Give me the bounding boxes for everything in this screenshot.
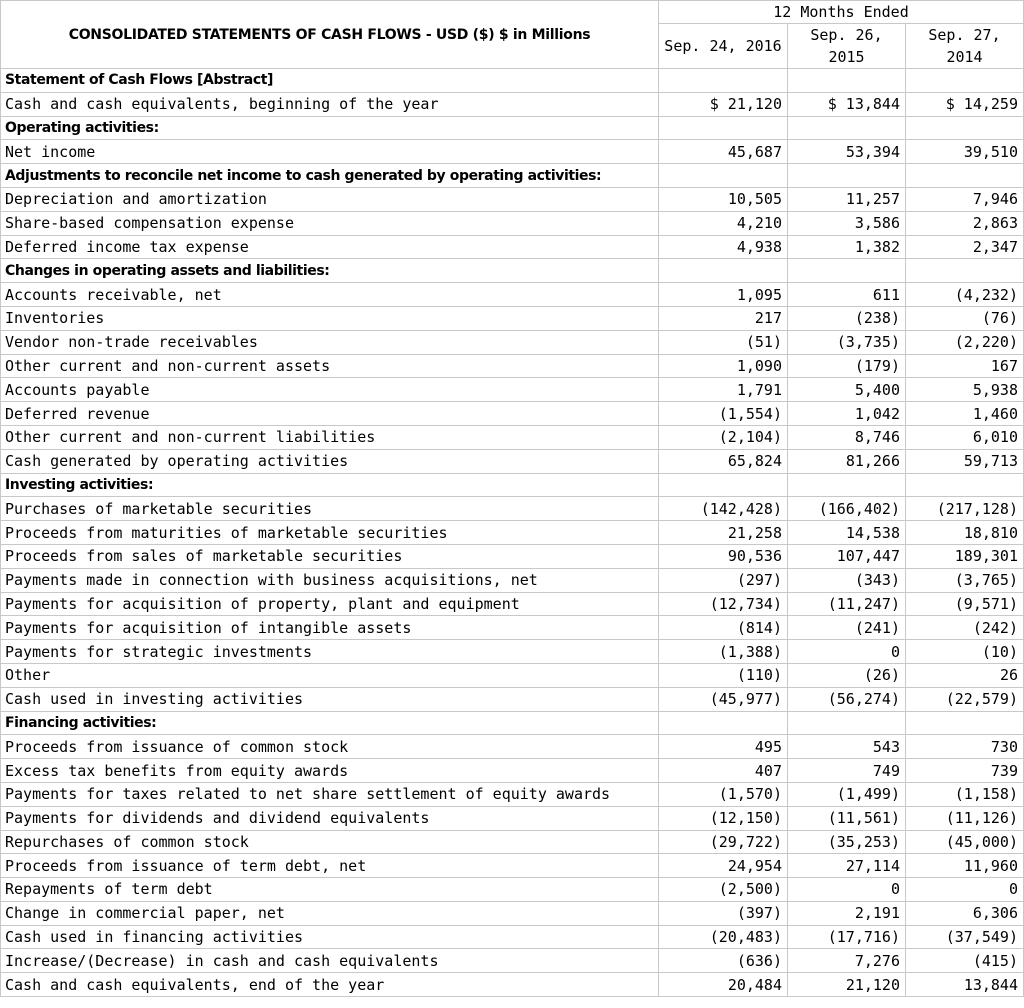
value-cell: (29,722) [659,830,788,854]
table-row [1,782,1024,806]
value-cell [659,164,788,188]
table-row [1,806,1024,830]
value-cell: (110) [659,663,788,687]
table-row [1,402,1024,426]
table-row [1,140,1024,164]
value-cell: (142,428) [659,497,788,521]
row-label: Payments for taxes related to net share settlement of equity awards [1,782,659,806]
table-row [1,901,1024,925]
value-cell: (2,500) [659,878,788,902]
value-cell: 7,276 [788,949,906,973]
table-row [1,235,1024,259]
value-cell: (9,571) [906,592,1024,616]
value-cell: 749 [788,759,906,783]
value-cell: (11,561) [788,806,906,830]
value-cell: 2,347 [906,235,1024,259]
value-cell: (242) [906,616,1024,640]
value-cell: 21,120 [788,973,906,997]
value-cell: (17,716) [788,925,906,949]
section-label: Adjustments to reconcile net income to cash generated by operating activities: [1,164,659,188]
table-row [1,378,1024,402]
section-label: Changes in operating assets and liabilities: [1,259,659,283]
value-cell [659,259,788,283]
column-header-2016: Sep. 24, 2016 [659,24,788,69]
section-label: Operating activities: [1,116,659,140]
value-cell: (37,549) [906,925,1024,949]
value-cell: (26) [788,663,906,687]
value-cell: (11,126) [906,806,1024,830]
table-row [1,735,1024,759]
value-cell: (1,158) [906,782,1024,806]
row-label: Accounts payable [1,378,659,402]
row-label: Proceeds from maturities of marketable securities [1,521,659,545]
section-header-row [1,711,1024,735]
value-cell: 739 [906,759,1024,783]
table-row [1,973,1024,997]
value-cell: (22,579) [906,687,1024,711]
row-label: Other current and non-current assets [1,354,659,378]
value-cell [788,259,906,283]
value-cell: (35,253) [788,830,906,854]
value-cell: 543 [788,735,906,759]
value-cell [906,473,1024,497]
row-label: Depreciation and amortization [1,187,659,211]
table-title: CONSOLIDATED STATEMENTS OF CASH FLOWS - USD ($) $ in Millions [1,1,659,69]
value-cell: 1,791 [659,378,788,402]
value-cell: 0 [788,878,906,902]
value-cell: 45,687 [659,140,788,164]
value-cell: 4,938 [659,235,788,259]
table-row [1,878,1024,902]
value-cell: $ 13,844 [788,92,906,116]
value-cell [659,473,788,497]
value-cell: 6,306 [906,901,1024,925]
row-label: Deferred income tax expense [1,235,659,259]
section-header-row [1,164,1024,188]
period-group-header: 12 Months Ended [659,1,1024,24]
table-row [1,544,1024,568]
section-label: Statement of Cash Flows [Abstract] [1,69,659,93]
value-cell: 11,960 [906,854,1024,878]
row-label: Purchases of marketable securities [1,497,659,521]
value-cell: 10,505 [659,187,788,211]
value-cell: (238) [788,306,906,330]
value-cell: 59,713 [906,449,1024,473]
row-label: Payments for acquisition of intangible assets [1,616,659,640]
table-row [1,425,1024,449]
value-cell: 189,301 [906,544,1024,568]
table-row [1,211,1024,235]
row-label: Excess tax benefits from equity awards [1,759,659,783]
value-cell: (636) [659,949,788,973]
value-cell: 7,946 [906,187,1024,211]
section-label: Investing activities: [1,473,659,497]
value-cell: 217 [659,306,788,330]
row-label: Cash generated by operating activities [1,449,659,473]
value-cell: 167 [906,354,1024,378]
row-label: Increase/(Decrease) in cash and cash equivalents [1,949,659,973]
table-row [1,687,1024,711]
value-cell [906,116,1024,140]
value-cell: (20,483) [659,925,788,949]
value-cell: (45,977) [659,687,788,711]
row-label: Payments for strategic investments [1,640,659,664]
value-cell: (56,274) [788,687,906,711]
value-cell: 18,810 [906,521,1024,545]
table-row [1,497,1024,521]
table-row [1,640,1024,664]
value-cell: 14,538 [788,521,906,545]
table-row [1,354,1024,378]
value-cell: (76) [906,306,1024,330]
row-label: Share-based compensation expense [1,211,659,235]
section-header-row [1,116,1024,140]
value-cell: 21,258 [659,521,788,545]
value-cell: 2,191 [788,901,906,925]
value-cell: 5,400 [788,378,906,402]
value-cell: 24,954 [659,854,788,878]
value-cell: (51) [659,330,788,354]
table-row [1,521,1024,545]
value-cell: (12,150) [659,806,788,830]
value-cell: 53,394 [788,140,906,164]
value-cell [788,473,906,497]
value-cell: (297) [659,568,788,592]
value-cell: (343) [788,568,906,592]
value-cell [788,711,906,735]
row-label: Net income [1,140,659,164]
value-cell: (12,734) [659,592,788,616]
table-row [1,187,1024,211]
value-cell: (3,735) [788,330,906,354]
row-label: Cash and cash equivalents, beginning of the year [1,92,659,116]
value-cell: (45,000) [906,830,1024,854]
value-cell: (2,220) [906,330,1024,354]
section-label: Financing activities: [1,711,659,735]
value-cell [788,164,906,188]
table-row [1,306,1024,330]
value-cell: 0 [906,878,1024,902]
value-cell: $ 14,259 [906,92,1024,116]
table-row [1,568,1024,592]
value-cell: 1,090 [659,354,788,378]
value-cell: 39,510 [906,140,1024,164]
value-cell: (1,554) [659,402,788,426]
row-label: Repayments of term debt [1,878,659,902]
column-header-2015: Sep. 26, 2015 [788,24,906,69]
value-cell: (3,765) [906,568,1024,592]
row-label: Cash used in financing activities [1,925,659,949]
value-cell: (217,128) [906,497,1024,521]
value-cell: 6,010 [906,425,1024,449]
table-row [1,330,1024,354]
value-cell: 5,938 [906,378,1024,402]
value-cell: 1,042 [788,402,906,426]
value-cell: 730 [906,735,1024,759]
value-cell: 0 [788,640,906,664]
row-label: Other [1,663,659,687]
value-cell: (4,232) [906,283,1024,307]
value-cell [906,259,1024,283]
row-label: Inventories [1,306,659,330]
value-cell [906,711,1024,735]
table-row [1,283,1024,307]
value-cell: 611 [788,283,906,307]
value-cell [906,164,1024,188]
row-label: Proceeds from issuance of common stock [1,735,659,759]
value-cell: 11,257 [788,187,906,211]
row-label: Repurchases of common stock [1,830,659,854]
value-cell [788,116,906,140]
value-cell [788,69,906,93]
value-cell: 1,095 [659,283,788,307]
value-cell: 90,536 [659,544,788,568]
table-row [1,616,1024,640]
value-cell: (397) [659,901,788,925]
row-label: Deferred revenue [1,402,659,426]
value-cell: (11,247) [788,592,906,616]
value-cell: 4,210 [659,211,788,235]
value-cell: 81,266 [788,449,906,473]
section-header-row [1,69,1024,93]
table-body [1,69,1024,997]
table-row [1,854,1024,878]
value-cell: (814) [659,616,788,640]
value-cell [659,116,788,140]
table-row [1,925,1024,949]
value-cell: (179) [788,354,906,378]
value-cell: 1,382 [788,235,906,259]
row-label: Proceeds from issuance of term debt, net [1,854,659,878]
value-cell: (2,104) [659,425,788,449]
row-label: Vendor non-trade receivables [1,330,659,354]
value-cell [906,69,1024,93]
value-cell [659,69,788,93]
value-cell: 20,484 [659,973,788,997]
value-cell: (415) [906,949,1024,973]
row-label: Other current and non-current liabilities [1,425,659,449]
row-label: Accounts receivable, net [1,283,659,307]
value-cell: (1,570) [659,782,788,806]
value-cell: (241) [788,616,906,640]
table-row [1,663,1024,687]
row-label: Change in commercial paper, net [1,901,659,925]
value-cell: 26 [906,663,1024,687]
table-row [1,449,1024,473]
row-label: Cash and cash equivalents, end of the year [1,973,659,997]
table-row [1,949,1024,973]
value-cell: 1,460 [906,402,1024,426]
value-cell: 65,824 [659,449,788,473]
row-label: Cash used in investing activities [1,687,659,711]
value-cell: (1,499) [788,782,906,806]
section-header-row [1,473,1024,497]
row-label: Payments made in connection with business acquisitions, net [1,568,659,592]
section-header-row [1,259,1024,283]
row-label: Payments for acquisition of property, plant and equipment [1,592,659,616]
value-cell: (166,402) [788,497,906,521]
column-header-2014: Sep. 27, 2014 [906,24,1024,69]
value-cell: (10) [906,640,1024,664]
value-cell: 13,844 [906,973,1024,997]
value-cell: 8,746 [788,425,906,449]
value-cell: 407 [659,759,788,783]
value-cell: 495 [659,735,788,759]
value-cell [659,711,788,735]
value-cell: $ 21,120 [659,92,788,116]
table-row [1,830,1024,854]
table-row [1,92,1024,116]
value-cell: 107,447 [788,544,906,568]
table-header [1,1,1024,69]
value-cell: (1,388) [659,640,788,664]
value-cell: 2,863 [906,211,1024,235]
table-row [1,592,1024,616]
row-label: Payments for dividends and dividend equivalents [1,806,659,830]
value-cell: 27,114 [788,854,906,878]
table-row [1,759,1024,783]
row-label: Proceeds from sales of marketable securities [1,544,659,568]
value-cell: 3,586 [788,211,906,235]
